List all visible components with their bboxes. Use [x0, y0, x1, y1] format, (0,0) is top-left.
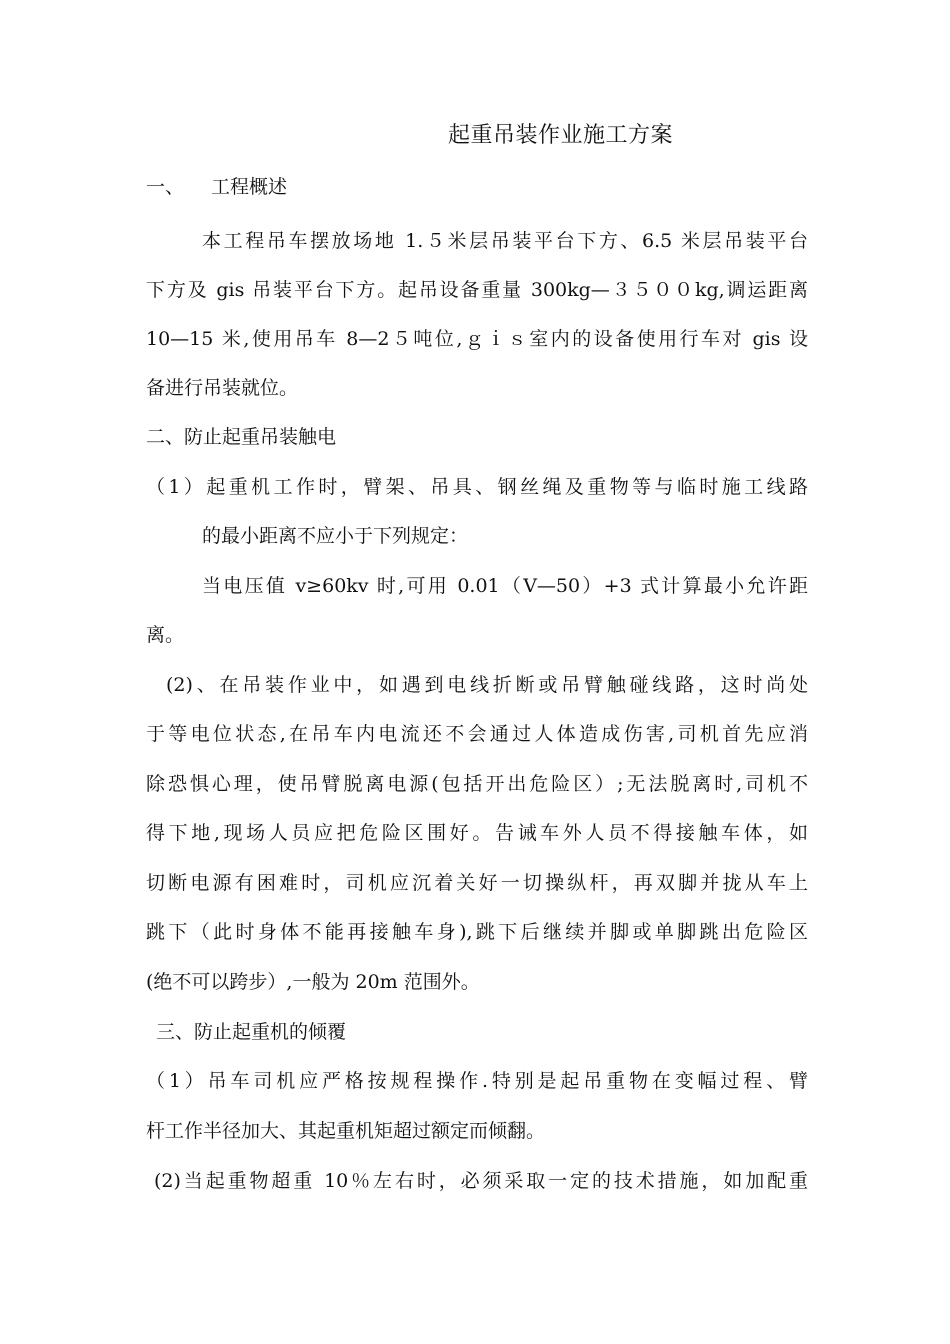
- paragraph-line: 本工程吊车摆放场地 1.５米层吊装平台下方、6.5 米层吊装平台: [202, 230, 808, 252]
- list-item-line: 跳下（此时身体不能再接触车身),跳下后继续并脚或单脚跳出危险区: [146, 921, 808, 943]
- list-item-line: (2)、在吊装作业中，如遇到电线折断或吊臂触碰线路，这时尚处: [166, 674, 808, 696]
- list-item-line: (2)当起重物超重 10％左右时，必须采取一定的技术措施，如加配重: [154, 1170, 808, 1192]
- formula-line: 当电压值 v≥60kv 时,可用 0.01（V—50）+3 式计算最小允许距: [202, 575, 808, 597]
- list-item-line: 除恐惧心理，使吊臂脱离电源(包括开出危险区）;无法脱离时,司机不: [146, 773, 808, 795]
- paragraph-line: 备进行吊装就位。: [146, 377, 299, 399]
- list-item-line: 切断电源有困难时，司机应沉着关好一切操纵杆，再双脚并拢从车上: [146, 872, 808, 894]
- document-title: 起重吊装作业施工方案: [448, 123, 674, 148]
- section-1-heading: 工程概述: [211, 176, 288, 198]
- list-item-line: 得下地,现场人员应把危险区围好。告诫车外人员不得接触车体，如: [146, 822, 808, 844]
- list-item-line: 的最小距离不应小于下列规定：: [202, 525, 469, 547]
- list-item-line: （1）起重机工作时，臂架、吊具、钢丝绳及重物等与临时施工线路: [146, 476, 808, 498]
- list-item-line: （1）吊车司机应严格按规程操作.特别是起吊重物在变幅过程、臂: [146, 1070, 808, 1092]
- paragraph-line: 下方及 gis 吊装平台下方。起吊设备重量 300kg—３５００kg,调运距离: [146, 279, 808, 301]
- list-item-line: (绝不可以跨步）,一般为 20m 范围外。: [146, 971, 480, 993]
- paragraph-line: 10—15 米,使用吊车 8—2５吨位,ｇｉｓ室内的设备使用行车对 gis 设: [146, 328, 808, 350]
- section-2-heading: 二、防止起重吊装触电: [146, 426, 337, 448]
- section-1-number: 一、: [146, 176, 185, 198]
- list-item-line: 杆工作半径加大、其起重机矩超过额定而倾翻。: [146, 1120, 546, 1142]
- section-3-heading: 三、防止起重机的倾覆: [156, 1021, 347, 1043]
- list-item-line: 于等电位状态,在吊车内电流还不会通过人体造成伤害,司机首先应消: [146, 723, 808, 745]
- formula-line: 离。: [146, 624, 185, 646]
